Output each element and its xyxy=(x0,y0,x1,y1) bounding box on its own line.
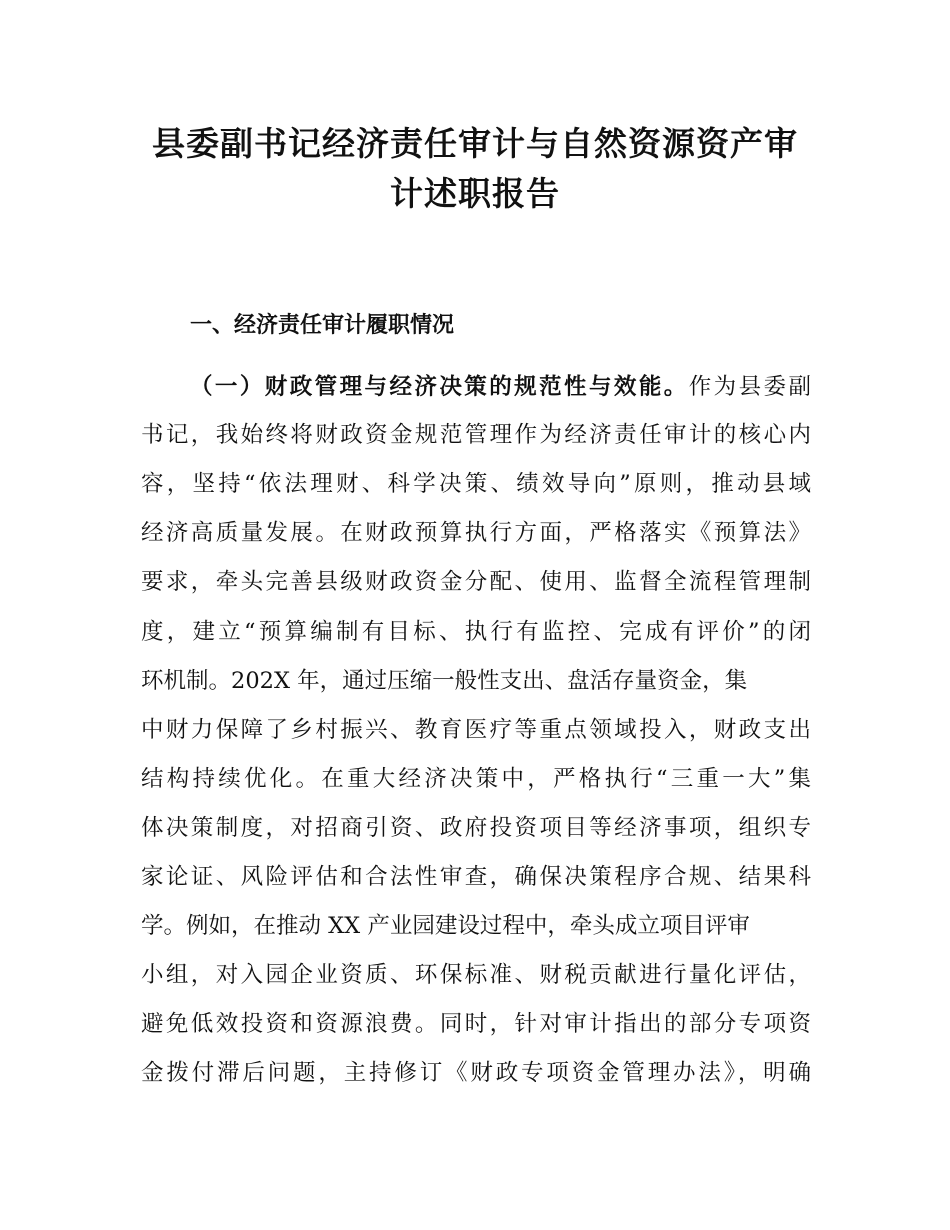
document-title-line-1: 县委副书记经济责任审计与自然资源资产审 xyxy=(152,124,798,163)
paragraph-line-1-text: 作为县委副 xyxy=(688,374,811,400)
paragraph-line-1 xyxy=(190,372,811,402)
paragraph-line-14: 避免低效投资和资源浪费。同时，针对审计指出的部分专项资 xyxy=(141,1011,811,1037)
paragraph-line-15: 金拨付滞后问题，主持修订《财政专项资金管理办法》，明确 xyxy=(141,1060,811,1086)
paragraph-line-3: 容，坚持“依法理财、科学决策、绩效导向”原则，推动县域 xyxy=(141,471,811,497)
paragraph-line-2: 书记，我始终将财政资金规范管理作为经济责任审计的核心内 xyxy=(141,422,811,448)
paragraph-line-7: 环机制。202X 年，通过压缩一般性支出、盘活存量资金，集 xyxy=(141,668,748,694)
paragraph-line-5: 要求，牵头完善县级财政资金分配、使用、监督全流程管理制 xyxy=(141,569,811,595)
paragraph-line-8: 中财力保障了乡村振兴、教育医疗等重点领域投入，财政支出 xyxy=(141,717,811,743)
subsection-1-heading: （一）财政管理与经济决策的规范性与效能。 xyxy=(190,374,689,400)
paragraph-line-9: 结构持续优化。在重大经济决策中，严格执行“三重一大”集 xyxy=(141,766,811,792)
paragraph-line-13: 小组，对入园企业资质、环保标准、财税贡献进行量化评估， xyxy=(141,962,811,988)
document-title-line-2: 计述职报告 xyxy=(390,174,560,213)
paragraph-line-10: 体决策制度，对招商引资、政府投资项目等经济事项，组织专 xyxy=(141,815,811,841)
paragraph-line-4: 经济高质量发展。在财政预算执行方面，严格落实《预算法》 xyxy=(141,520,811,546)
paragraph-line-12: 学。例如，在推动 XX 产业园建设过程中，牵头成立项目评审 xyxy=(141,913,750,939)
paragraph-line-6: 度，建立“预算编制有目标、执行有监控、完成有评价”的闭 xyxy=(141,619,811,645)
section-1-heading: 一、经济责任审计履职情况 xyxy=(190,313,455,338)
paragraph-line-11: 家论证、风险评估和合法性审查，确保决策程序合规、结果科 xyxy=(141,864,811,890)
